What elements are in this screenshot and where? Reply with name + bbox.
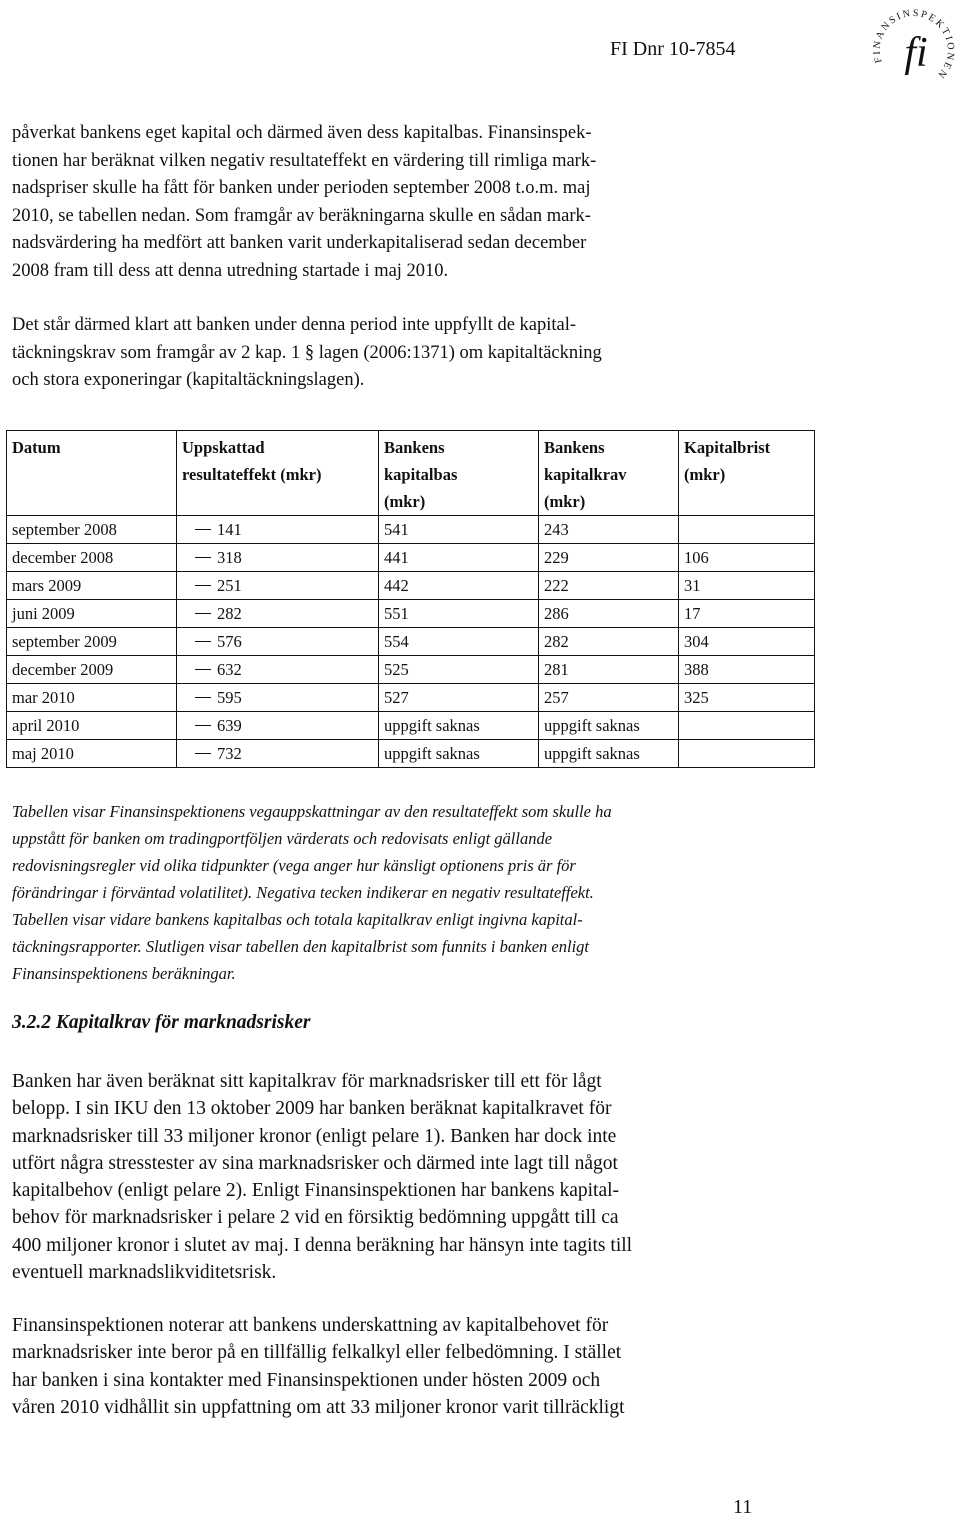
table-cell: mars 2009 xyxy=(7,572,177,600)
table-cell: 106 xyxy=(679,544,815,572)
minus-sign xyxy=(195,697,211,698)
table-cell: 325 xyxy=(679,684,815,712)
caption-line: redovisningsregler vid olika tidpunkter (vega anger hur känsligt optionens pris är för xyxy=(12,856,576,875)
table-cell: 243 xyxy=(539,516,679,544)
table-cell: 527 xyxy=(379,684,539,712)
table-row xyxy=(7,516,815,544)
table-cell: 286 xyxy=(539,600,679,628)
table-cell xyxy=(177,516,379,544)
table-cell: 222 xyxy=(539,572,679,600)
minus-sign xyxy=(195,725,211,726)
table-header-row xyxy=(7,431,815,516)
table-cell: 31 xyxy=(679,572,815,600)
text-line: utfört några stresstester av sina marknadsrisker och därmed inte lagt till något xyxy=(12,1152,618,1174)
document-number: FI Dnr 10-7854 xyxy=(610,38,736,60)
minus-sign xyxy=(195,669,211,670)
finansinspektionen-logo xyxy=(868,0,960,92)
table-cell: 257 xyxy=(539,684,679,712)
table-cell xyxy=(177,544,379,572)
minus-sign xyxy=(195,753,211,754)
table-cell: 441 xyxy=(379,544,539,572)
table-row xyxy=(7,684,815,712)
minus-sign xyxy=(195,613,211,614)
text-line: Finansinspektionen noterar att bankens underskattning av kapitalbehovet för xyxy=(12,1315,609,1336)
text-line: har banken i sina kontakter med Finansinspektionen under hösten 2009 och xyxy=(12,1369,601,1391)
text-line: 2010, se tabellen nedan. Som framgår av beräkningarna skulle en sådan mark- xyxy=(12,205,591,226)
table-cell: uppgift saknas xyxy=(539,712,679,740)
text-line: behov för marknadsrisker i pelare 2 vid en försiktig bedömning uppgått till ca xyxy=(12,1207,619,1229)
header-kapitalbas: Bankens kapitalbas (mkr) xyxy=(379,431,539,516)
cell-value: 576 xyxy=(217,632,242,651)
table-cell xyxy=(177,600,379,628)
caption-line: förändringar i förväntad volatilitet). Negativa tecken indikerar en negativ resultateffekt. xyxy=(12,883,594,902)
minus-sign xyxy=(195,641,211,642)
table-cell: december 2009 xyxy=(7,656,177,684)
text-line: belopp. I sin IKU den 13 oktober 2009 har banken beräknat kapitalkravet för xyxy=(12,1098,612,1120)
header-kapitalkrav: Bankens kapitalkrav (mkr) xyxy=(539,431,679,516)
text-line: våren 2010 vidhållit sin uppfattning om att 33 miljoner kronor varit tillräckligt xyxy=(12,1396,625,1418)
table-row xyxy=(7,572,815,600)
table-row xyxy=(7,544,815,572)
table-cell: uppgift saknas xyxy=(539,740,679,768)
table-cell: 554 xyxy=(379,628,539,656)
table-cell xyxy=(679,712,815,740)
text-line: Det står därmed klart att banken under denna period inte uppfyllt de kapital- xyxy=(12,315,577,335)
table-cell: 282 xyxy=(539,628,679,656)
table-cell: 551 xyxy=(379,600,539,628)
table-cell: uppgift saknas xyxy=(379,740,539,768)
table-cell xyxy=(679,516,815,544)
text-line: marknadsrisker till 33 miljoner kronor (enligt pelare 1). Banken har dock inte xyxy=(12,1125,617,1147)
table-row xyxy=(7,628,815,656)
cell-value: 632 xyxy=(217,660,242,679)
table-cell: 442 xyxy=(379,572,539,600)
table-cell: maj 2010 xyxy=(7,740,177,768)
table-cell: mar 2010 xyxy=(7,684,177,712)
conclusion-paragraph xyxy=(12,312,772,395)
cell-value: 251 xyxy=(217,576,242,595)
table-cell: 388 xyxy=(679,656,815,684)
header-datum: Datum xyxy=(7,431,177,516)
text-line: täckningskrav som framgår av 2 kap. 1 § lagen (2006:1371) om kapitaltäckning xyxy=(12,342,602,363)
capital-table xyxy=(6,430,815,768)
market-risk-paragraph xyxy=(12,1068,772,1286)
table-row xyxy=(7,740,815,768)
table-cell: uppgift saknas xyxy=(379,712,539,740)
minus-sign xyxy=(195,529,211,530)
intro-paragraph xyxy=(12,120,772,286)
caption-line: Tabellen visar vidare bankens kapitalbas och totala kapitalkrav enligt ingivna kapital- xyxy=(12,910,583,929)
table-cell: september 2008 xyxy=(7,516,177,544)
table-caption xyxy=(12,798,772,987)
table-row xyxy=(7,600,815,628)
table-row xyxy=(7,656,815,684)
table-cell: 304 xyxy=(679,628,815,656)
table-cell: 541 xyxy=(379,516,539,544)
table-cell: 229 xyxy=(539,544,679,572)
table-cell xyxy=(177,572,379,600)
table-cell: 281 xyxy=(539,656,679,684)
observation-paragraph xyxy=(12,1312,772,1421)
table-cell xyxy=(177,628,379,656)
header-resultateffekt: Uppskattad resultateffekt (mkr) xyxy=(177,431,379,516)
caption-line: uppstått för banken om tradingportföljen värderats och redovisats enligt gällande xyxy=(12,829,553,848)
caption-line: Finansinspektionens beräkningar. xyxy=(12,964,236,983)
section-heading: 3.2.2 Kapitalkrav för marknadsrisker xyxy=(12,1012,311,1033)
logo-mark: fi xyxy=(904,30,928,76)
cell-value: 282 xyxy=(217,604,242,623)
table-cell: september 2009 xyxy=(7,628,177,656)
text-line: marknadsrisker inte beror på en tillfällig felkalkyl eller felbedömning. I stället xyxy=(12,1342,622,1364)
text-line: och stora exponeringar (kapitaltäckningslagen). xyxy=(12,370,365,391)
cell-value: 732 xyxy=(217,744,242,763)
caption-line: Tabellen visar Finansinspektionens vegauppskattningar av den resultateffekt som skulle ha xyxy=(12,802,612,821)
table-row xyxy=(7,712,815,740)
minus-sign xyxy=(195,557,211,558)
cell-value: 141 xyxy=(217,520,242,539)
text-line: eventuell marknadslikviditetsrisk. xyxy=(12,1262,277,1284)
table-cell: juni 2009 xyxy=(7,600,177,628)
table-cell xyxy=(177,684,379,712)
table-cell: december 2008 xyxy=(7,544,177,572)
text-line: nadspriser skulle ha fått för banken under perioden september 2008 t.o.m. maj xyxy=(12,178,591,199)
cell-value: 639 xyxy=(217,716,242,735)
table-cell xyxy=(679,740,815,768)
text-line: tionen har beräknat vilken negativ resultateffekt en värdering till rimliga mark- xyxy=(12,150,597,171)
cell-value: 318 xyxy=(217,548,242,567)
text-line: påverkat bankens eget kapital och därmed även dess kapitalbas. Finansinspek- xyxy=(12,123,592,143)
header-kapitalbrist: Kapitalbrist (mkr) xyxy=(679,431,815,516)
text-line: nadsvärdering ha medfört att banken varit underkapitaliserad sedan december xyxy=(12,233,587,254)
text-line: 400 miljoner kronor i slutet av maj. I denna beräkning har hänsyn inte tagits till xyxy=(12,1234,633,1256)
table-cell xyxy=(177,656,379,684)
table-cell: 17 xyxy=(679,600,815,628)
caption-line: täckningsrapporter. Slutligen visar tabellen den kapitalbrist som funnits i banken enligt xyxy=(12,937,589,956)
text-line: Banken har även beräknat sitt kapitalkrav för marknadsrisker till ett för lågt xyxy=(12,1071,602,1092)
text-line: 2008 fram till dess att denna utredning startade i maj 2010. xyxy=(12,260,449,281)
table-cell xyxy=(177,740,379,768)
table-cell: 525 xyxy=(379,656,539,684)
page-number: 11 xyxy=(733,1496,753,1518)
minus-sign xyxy=(195,585,211,586)
table-cell xyxy=(177,712,379,740)
logo-ring-text: FINANSINSPEKTIONEN xyxy=(871,7,957,82)
table-cell: april 2010 xyxy=(7,712,177,740)
cell-value: 595 xyxy=(217,688,242,707)
text-line: kapitalbehov (enligt pelare 2). Enligt Finansinspektionen har bankens kapital- xyxy=(12,1180,620,1202)
